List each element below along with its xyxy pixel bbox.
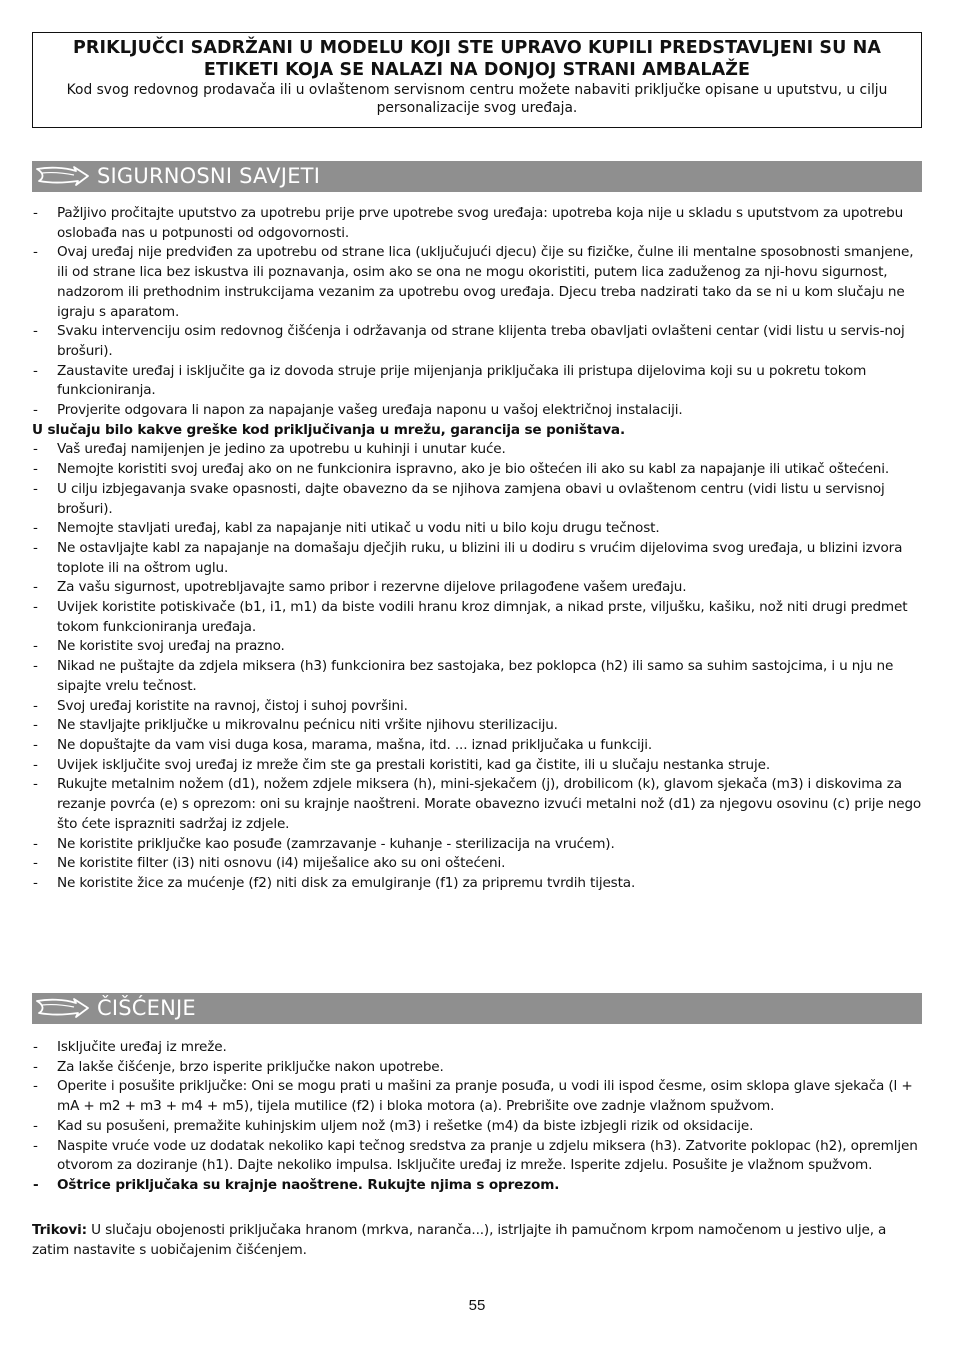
safety-list-item (32, 204, 922, 243)
list-dash: - (33, 461, 38, 478)
safety-list-item (32, 716, 922, 736)
list-dash: - (33, 658, 38, 675)
safety-list-item (32, 322, 922, 361)
hand-pointing-icon (34, 995, 90, 1023)
safety-section-title: SIGURNOSNI SAVJETI (97, 164, 321, 188)
list-item-text: Ne koristite priključke kao posuđe (zamrzavanje - kuhanje - sterilizacija na vrućem). (57, 835, 615, 852)
list-dash: - (33, 205, 38, 221)
cleaning-list-item (32, 1137, 922, 1176)
list-item-text: Ne koristite filter (i3) niti osnovu (i4) miješalice ako su oni oštećeni. (57, 855, 506, 872)
safety-list-item (32, 362, 922, 401)
list-dash: - (33, 835, 38, 852)
safety-list (32, 204, 922, 894)
list-item-text: Ne ostavljajte kabl za napajanje na domašaju dječjih ruku, u blizini ili u dodiru s vrućim dijelovima svog uređaja, u blizini izvora toplote ili na oštrom uglu. (57, 539, 903, 576)
list-item-text: Ovaj uređaj nije predviđen za upotrebu od strane lica (uključujući djecu) čije su fizičke, čulne ili mentalne sposobnosti smanjene, ili od strane lica bez iskustva ili poznavanja, osim ako se ona ne mogu okoristiti, putem lica zaduženog za nji-hovu sigurnost, nadzorom ili prethodnim instrukcijama vezanim za upotrebu ovog uređaja. Djecu treba nadzirati tako da se ni u kom slučaju ne igraju s aparatom. (57, 244, 914, 320)
list-dash: - (33, 520, 38, 537)
list-item-text: Ne stavljajte priključke u mikrovalnu pećnicu niti vršite njihovu sterilizaciju. (57, 717, 558, 734)
safety-list-item (32, 460, 922, 480)
safety-list-item (32, 854, 922, 874)
cleaning-section-title: ČIŠĆENJE (97, 996, 196, 1020)
list-dash: - (33, 599, 38, 616)
cleaning-list-item (32, 1058, 922, 1078)
list-item-text: Nemojte koristiti svoj uređaj ako on ne funkcionira ispravno, ako je bio oštećen ili ako su kabl za napajanje ili utikač oštećeni. (57, 461, 890, 478)
cleaning-list-item (32, 1117, 922, 1137)
list-dash: - (33, 697, 38, 714)
cleaning-list-item (32, 1077, 922, 1116)
list-dash: - (33, 579, 38, 596)
safety-list-item (32, 243, 922, 322)
cleaning-list-item (32, 1176, 922, 1196)
safety-list-item (32, 736, 922, 756)
list-item-text: U slučaju bilo kakve greške kod priključivanja u mrežu, garancija se poništava. (32, 421, 625, 438)
list-dash: - (33, 1039, 38, 1055)
tips-label: Trikovi: (32, 1222, 87, 1238)
safety-list-item (32, 598, 922, 637)
list-dash: - (33, 1176, 39, 1193)
list-item-text: Zaustavite uređaj i isključite ga iz dovoda struje prije mijenjanja priključaka ili pristupa dijelovima koji su u pokretu tokom funkcioniranja. (57, 362, 867, 399)
list-dash: - (33, 1078, 38, 1095)
list-item-text: Nikad ne puštajte da zdjela miksera (h3) funkcionira bez sastojaka, bez poklopca (h2) ili samo sa suhim sastojcima, i u nju ne sipajte vrelu tečnost. (57, 658, 894, 694)
safety-list-item (32, 401, 922, 421)
cleaning-list-item (32, 1038, 922, 1058)
list-dash: - (33, 323, 38, 340)
safety-list-item (32, 519, 922, 539)
tips-text: U slučaju obojenosti priključaka hranom (mrkva, naranča...), istrljajte ih pamučnom krpom namočenom u jestivo ulje, a zatim nastavite s uobičajenim čišćenjem. (32, 1222, 887, 1258)
safety-list-item (32, 440, 922, 460)
list-dash: - (33, 539, 38, 556)
list-dash: - (33, 402, 38, 419)
list-item-text: Uvijek koristite potiskivače (b1, i1, m1) da biste vodili hranu kroz dimnjak, a nikad prste, viljušku, kašiku, nož niti drugi predmet tokom funkcioniranja uređaja. (57, 599, 908, 635)
safety-list-item (32, 697, 922, 717)
list-item-text: Rukujte metalnim nožem (d1), nožem zdjele miksera (h), mini-sjekačem (j), drobilicom (k), glavom sjekača (m3) i diskovima za rezanje povrća (e) s oprezom: oni su krajnje naoštreni. Morate obavezno izvući metalni nož (d1) za njegovu osovinu (c) prije nego što ćete isprazniti sadržaj iz zdjele. (57, 776, 922, 832)
list-item-text: Ne dopuštajte da vam visi duga kosa, marama, mašna, itd. ... iznad priključaka u funkciji. (57, 736, 653, 753)
safety-list-item (32, 578, 922, 598)
list-dash: - (33, 756, 38, 773)
list-item-text: Kad su posušeni, premažite kuhinjskim uljem nož (m3) i rešetke (m4) da biste izbjegli rizik od oksidacije. (57, 1117, 754, 1134)
list-dash: - (33, 1137, 38, 1154)
list-dash: - (33, 244, 38, 261)
list-item-text: Za vašu sigurnost, upotrebljavajte samo pribor i rezervne dijelove prilagođene vašem uređaju. (57, 579, 687, 596)
list-dash: - (33, 1058, 38, 1075)
tips-paragraph (32, 1221, 922, 1260)
list-item-text: Vaš uređaj namijenjen je jedino za upotrebu u kuhinji i unutar kuće. (57, 441, 506, 458)
list-dash: - (33, 480, 38, 497)
list-item-text: Ne koristite žice za mućenje (f2) niti disk za emulgiranje (f1) za pripremu tvrdih tijesta. (57, 874, 636, 891)
list-dash: - (33, 855, 38, 872)
list-item-text: Ne koristite svoj uređaj na prazno. (57, 638, 285, 655)
cleaning-section-header (32, 993, 922, 1024)
accessories-notice-box (32, 32, 922, 128)
hand-pointing-icon (34, 163, 90, 191)
notice-title-line-1: PRIKLJUČCI SADRŽANI U MODELU KOJI STE UPRAVO KUPILI PREDSTAVLJENI SU NA (73, 38, 881, 58)
list-item-text: Oštrice priključaka su krajnje naoštrene. Rukujte njima s oprezom. (57, 1176, 560, 1193)
list-dash: - (33, 717, 38, 734)
list-item-text: U cilju izbjegavanja svake opasnosti, dajte obavezno da se njihova zamjena obavi u ovlaštenom centru (vidi listu u servisnoj brošuri). (57, 480, 885, 517)
page-number: 55 (468, 1297, 486, 1314)
safety-section-header (32, 161, 922, 192)
list-item-text: Za lakše čišćenje, brzo isperite priključke nakon upotrebe. (57, 1058, 444, 1075)
safety-list-item (32, 835, 922, 855)
safety-list-item (32, 480, 922, 519)
list-dash: - (33, 874, 38, 891)
list-item-text: Operite i posušite priključke: Oni se mogu prati u mašini za pranje posuđa, u vodi ili ispod česme, osim sklopa glave sjekača (l + mA + m2 + m3 + m4 + m5), tijela mutilice (f2) i bloka motora (a). Prebrišite ove zadnje vlažnom spužvom. (57, 1078, 913, 1115)
safety-list-item (32, 539, 922, 578)
list-item-text: Svoj uređaj koristite na ravnoj, čistoj i suhoj površini. (57, 697, 408, 714)
list-dash: - (33, 638, 38, 655)
list-dash: - (33, 736, 38, 753)
notice-title-line-2: ETIKETI KOJA SE NALAZI NA DONJOJ STRANI AMBALAŽE (203, 60, 751, 80)
list-item-text: Nemojte stavljati uređaj, kabl za napajanje niti utikač u vodu niti u bilo koju drugu tečnost. (57, 520, 660, 537)
safety-list-item (32, 637, 922, 657)
list-item-text: Isključite uređaj iz mreže. (57, 1039, 227, 1055)
safety-list-item (32, 775, 922, 834)
list-item-text: Svaku intervenciju osim redovnog čišćenja i održavanja od strane klijenta treba obavljati ovlašteni centar (vidi listu u servis-noj brošuri). (57, 323, 905, 359)
list-dash: - (33, 362, 38, 379)
notice-text: Kod svog redovnog prodavača ili u ovlaštenom servisnom centru možete nabaviti priključke opisane u uputstvu, u cilju personalizacije svog uređaja. (66, 82, 888, 116)
list-item-text: Pažljivo pročitajte uputstvo za upotrebu prije prve upotrebe svog uređaja: upotreba koja nije u skladu s uputstvom za upotrebu oslobađa nas u potpunosti od odgovornosti. (57, 205, 904, 241)
safety-list-item (32, 421, 922, 441)
list-dash: - (33, 1117, 38, 1134)
cleaning-list (32, 1038, 922, 1196)
list-dash: - (33, 441, 38, 458)
safety-list-item (32, 756, 922, 776)
list-item-text: Provjerite odgovara li napon za napajanje vašeg uređaja naponu u vašoj električnoj instalaciji. (57, 402, 683, 419)
list-dash: - (33, 776, 38, 793)
list-item-text: Naspite vruće vode uz dodatak nekoliko kapi tečnog sredstva za pranje u zdjelu miksera (h3). Zatvorite poklopac (h2), opremljen otvorom za doziranje (h1). Dajte nekoliko impulsa. Isključite uređaj iz mreže. Isperite zdjelu. Posušite je vlažnom spužvom. (57, 1137, 918, 1174)
safety-list-item (32, 657, 922, 696)
list-item-text: Uvijek isključite svoj uređaj iz mreže čim ste ga prestali koristiti, kad ga čistite, ili u slučaju nestanka struje. (57, 756, 771, 773)
safety-list-item (32, 874, 922, 894)
